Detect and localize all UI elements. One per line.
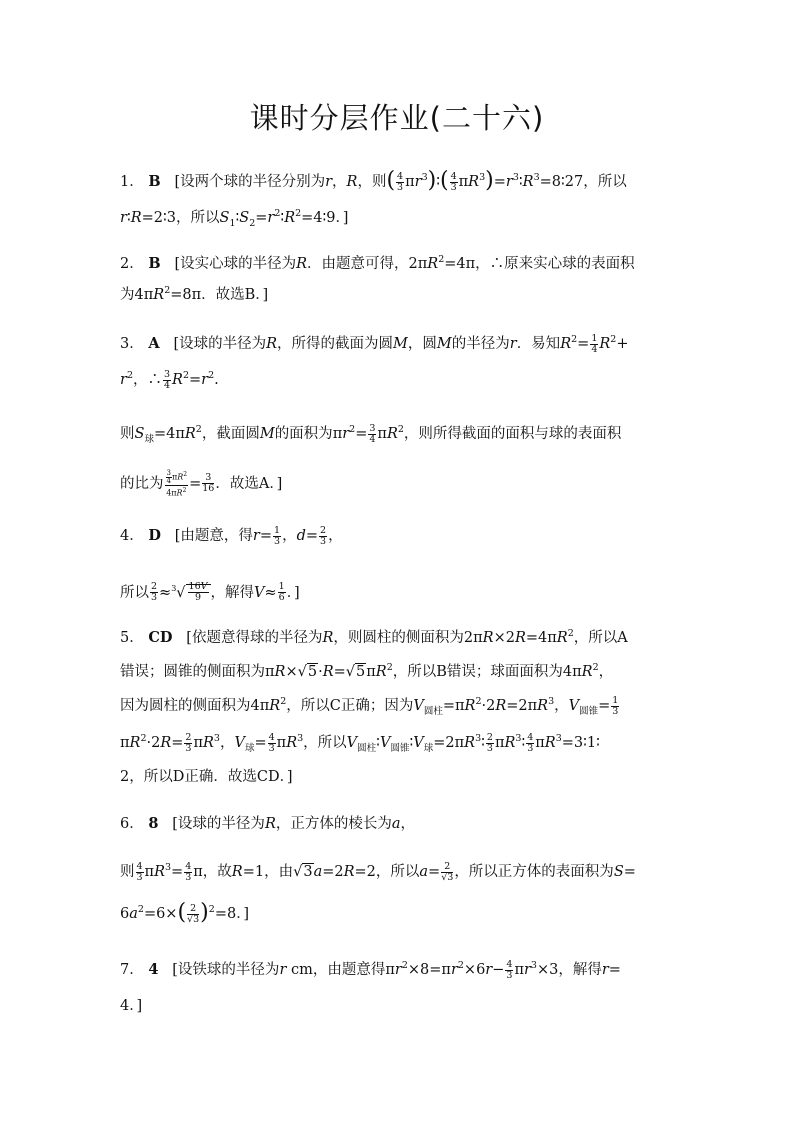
page-title: 课时分层作业(二十六)	[249, 101, 545, 135]
q7-answer: 4	[148, 961, 159, 978]
q2-line-1: 2． B [设实心球的半径为R．由题意可得，$2\pi R^2=4\pi$，∴原来实心球的表面积	[120, 254, 635, 272]
q6-line-1: 6． 8 [设球的半径为R，正方体的棱长为a，	[120, 815, 416, 832]
q1-line-2: r∶R=2∶3，所以$S_1∶S_2=r^2∶R^2=4∶9$．]	[120, 208, 349, 229]
q3-line-4: 的比为 $\frac{3}{4}$ $\pi R^2$ $4\pi R^2$ = $\frac{3}{16}$ ．故选A．]	[120, 469, 283, 498]
q5-line-4: $\pi R^2\cdot 2R=$ $\frac{2}{3}$ $\pi R^3$，$V_球=$ $\frac{4}{3}$ $\pi R^3$，所以$V_{圆柱}∶V_{圆锥}∶V_球=2\pi R^3∶$ $\frac{2}{3}$ $\pi R^3∶$ $\frac{4}{3}$ $\pi R^3=3∶1∶$	[120, 731, 600, 754]
q3-answer: A	[148, 335, 160, 352]
q6-line-3: $6a^2=6\times$( $\frac{2}{√3}$ )$^2$=8．]	[120, 900, 250, 925]
q5-line-1: 5． CD [依题意得球的半径为R，则圆柱的侧面积为$2\pi R\times 2R=4\pi R^2$，所以A	[120, 628, 628, 646]
q3-line-3: 则$S_球=4\pi R^2$，截面圆M的面积为$\pi r^2=$ $\frac{3}{4}$ $\pi R^2$，则所得截面的面积与球的表面积	[120, 422, 622, 445]
q3-line-1: 3． A [设球的半径为R，所得的截面为圆M，圆M的半径为r．易知$R^2=$ $\frac{1}{4}$ $R^2+$	[120, 332, 629, 355]
q3-line-2: $r^2$，∴ $\frac{3}{4}$ $R^2=r^2$.	[120, 368, 219, 391]
q6-line-2: 则 $\frac{4}{3}$ $\pi R^3=$ $\frac{4}{3}$ π，故R=1，由√3a=2R=2，所以a= $\frac{2}{√3}$ ，所以正方体的表面积为S=	[120, 860, 636, 883]
q1-text: [设两个球的半径分别为	[174, 174, 326, 190]
q1-answer: B	[148, 173, 161, 190]
q5-line-3: 因为圆柱的侧面积为$4\pi R^2$，所以C正确；因为$V_{圆柱}=\pi R^2\cdot 2R=2\pi R^3$，$V_{圆锥}=$ $\frac{1}{3}$	[120, 694, 619, 717]
q4-line-2: 所以 $\frac{2}{3}$ ≈$^3$√ $\frac{16V}{9}$ ，解得V≈ $\frac{1}{6}$ ．]	[120, 581, 300, 604]
q5-answer: CD	[148, 629, 173, 646]
q4-line-1: 4． D [由题意，得r= $\frac{1}{3}$ ，d= $\frac{2}{3}$ ，	[120, 524, 343, 547]
q5-line-2: 错误；圆锥的侧面积为$\pi R\times√5\cdot R=√5\pi R^2$，所以B错误；球面面积为$4\pi R^2$，	[120, 662, 614, 680]
q1-line-1: 1． B [设两个球的半径分别为r，R，则( $\frac{4}{3}$ $\pi r^3)∶$( $\frac{4}{3}$ $\pi R^3)=r^3∶R^3=8∶27$，所以	[120, 168, 627, 193]
q4-answer: D	[148, 527, 161, 544]
q5-line-5: 2，所以D正确．故选CD．]	[120, 769, 293, 785]
q7-line-1: 7． 4 [设铁球的半径为r cm，由题意得$\pi r^2\times 8=\pi r^2\times 6r-$ $\frac{4}{3}$ $\pi r^3\times 3$，解得r=	[120, 958, 621, 981]
q1-number: 1．	[120, 174, 144, 190]
q6-answer: 8	[148, 815, 159, 832]
q2-line-2: 为$4\pi R^2=8\pi$．故选B．]	[120, 285, 269, 303]
q7-line-2: 4．]	[120, 998, 143, 1014]
q2-answer: B	[148, 255, 161, 272]
